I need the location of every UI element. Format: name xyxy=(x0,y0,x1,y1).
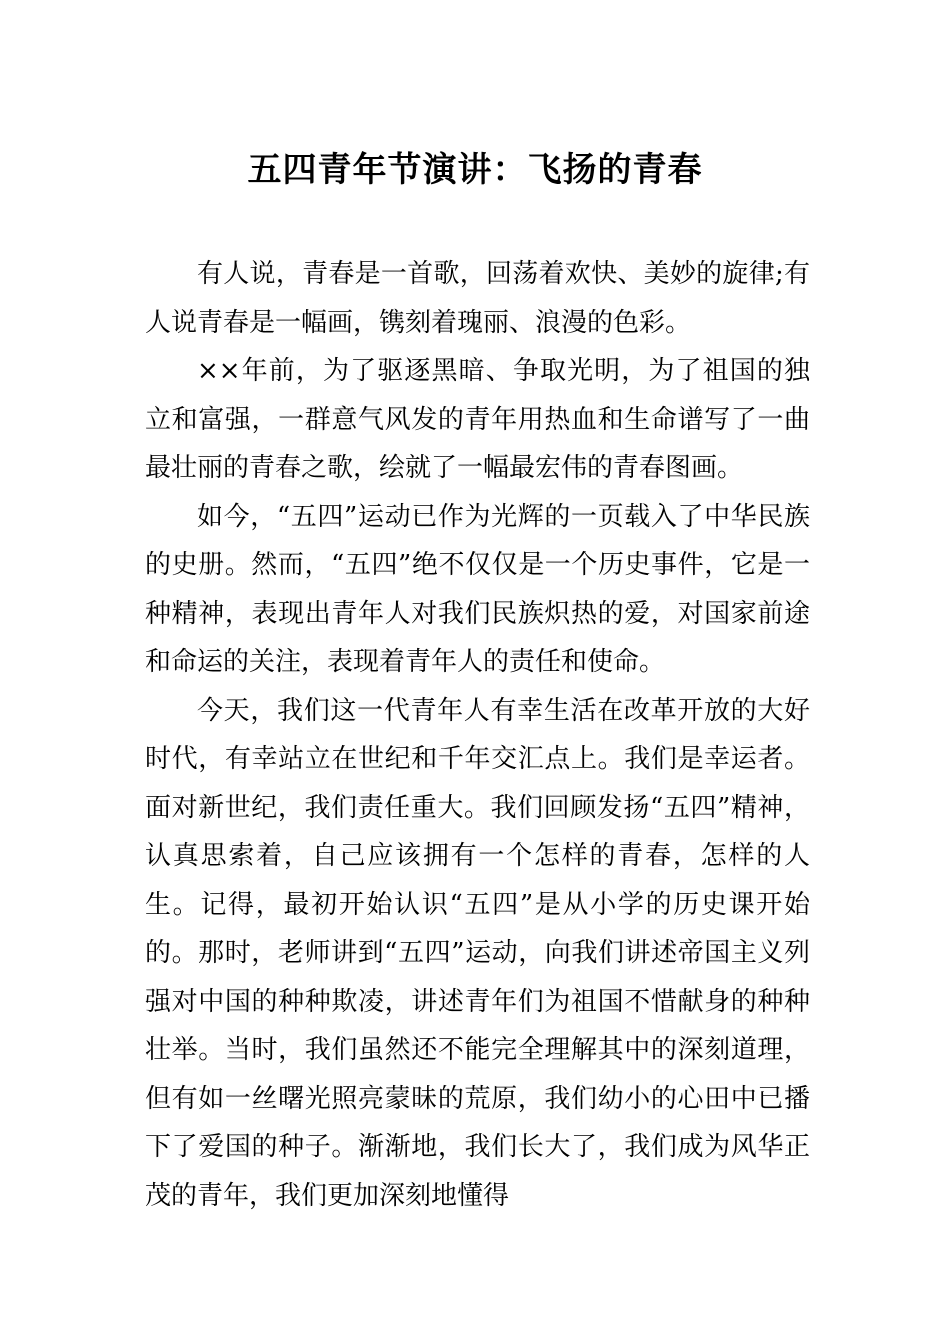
paragraph: 有人说，青春是一首歌，回荡着欢快、美妙的旋律;有人说青春是一幅画，镌刻着瑰丽、浪漫的色彩。 xyxy=(145,259,810,338)
paragraph: ××年前，为了驱逐黑暗、争取光明，为了祖国的独立和富强，一群意气风发的青年用热血和生命谱写了一曲最壮丽的青春之歌，绘就了一幅最宏伟的青春图画。 xyxy=(145,356,810,483)
document-body xyxy=(145,250,810,1220)
document-title: 五四青年节演讲：飞扬的青春 xyxy=(247,150,703,190)
paragraph: 今天，我们这一代青年人有幸生活在改革开放的大好时代，有幸站立在世纪和千年交汇点上。我们是幸运者。面对新世纪，我们责任重大。我们回顾发扬“五四”精神，认真思索着，自己应该拥有一个怎样的青春，怎样的人生。记得，最初开始认识“五四”是从小学的历史课开始的。那时，老师讲到“五四”运动，向我们讲述帝国主义列强对中国的种种欺凌，讲述青年们为祖国不惜献身的种种壮举。当时，我们虽然还不能完全理解其中的深刻道理，但有如一丝曙光照亮蒙昧的荒原，我们幼小的心田中已播下了爱国的种子。渐渐地，我们长大了，我们成为风华正茂的青年，我们更加深刻地懂得 xyxy=(145,695,810,1211)
paragraph: 如今，“五四”运动已作为光辉的一页载入了中华民族的史册。然而，“五四”绝不仅仅是一个历史事件，它是一种精神，表现出青年人对我们民族炽热的爱，对国家前途和命运的关注，表现着青年人的责任和使命。 xyxy=(145,501,810,677)
